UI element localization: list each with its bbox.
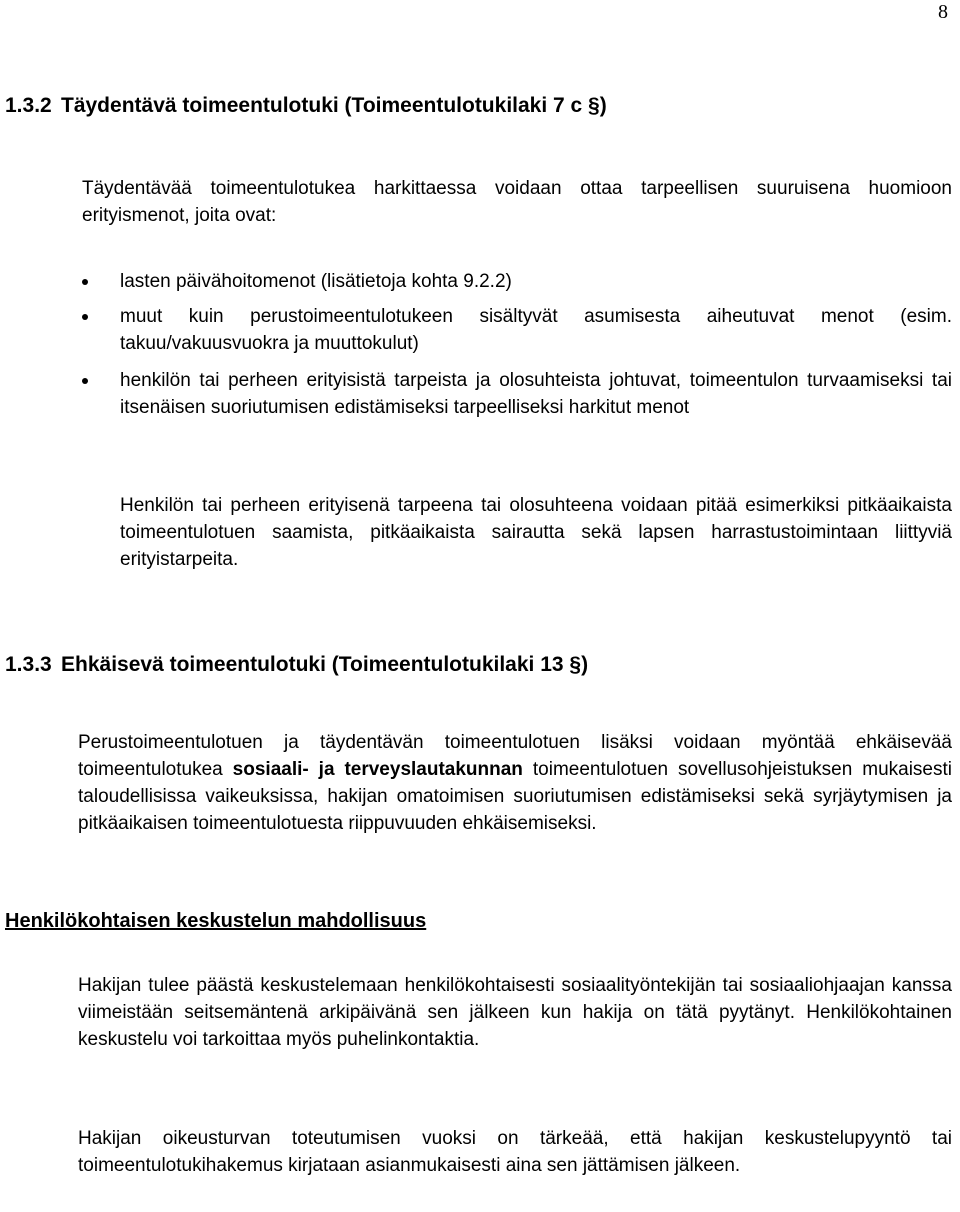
interview-heading: Henkilökohtaisen keskustelun mahdollisuus	[5, 910, 427, 932]
legal-protection-paragraph: Hakijan oikeusturvan toteutumisen vuoksi on tärkeää, että hakijan keskustelupyyntö tai toimeentulotukihakemus kirjataan asianmukaisesti aina sen jättämisen jälkeen.	[78, 1128, 952, 1176]
list-item: henkilön tai perheen erityisistä tarpeista ja olosuhteista johtuvat, toimeentulon turvaamiseksi tai itsenäisen suoriutumisen edistämiseksi tarpeelliseksi harkitut menot	[82, 367, 952, 421]
bullet-icon	[82, 279, 88, 285]
section-1-3-3-heading	[5, 652, 588, 678]
section-number: 1.3.3	[5, 653, 52, 676]
section-title: Täydentävä toimeentulotuki (Toimeentulotukilaki 7 c §)	[61, 94, 607, 117]
expense-list	[82, 268, 952, 421]
intro-paragraph: Täydentävää toimeentulotukea harkittaessa voidaan ottaa tarpeellisen suuruisena huomioon erityismenot, joita ovat:	[82, 178, 952, 226]
section-title: Ehkäisevä toimeentulotuki (Toimeentulotukilaki 13 §)	[61, 653, 589, 676]
list-item: muut kuin perustoimeentulotukeen sisältyvät asumisesta aiheutuvat menot (esim. takuu/vakuusvuokra ja muuttokulut)	[82, 303, 952, 357]
section-number: 1.3.2	[5, 94, 52, 117]
special-needs-paragraph: Henkilön tai perheen erityisenä tarpeena tai olosuhteena voidaan pitää esimerkiksi pitkäaikaista toimeentulotuen saamista, pitkäaikaista sairautta sekä lapsen harrastustoimintaan liittyviä erityistarpeita.	[120, 495, 952, 570]
interview-paragraph: Hakijan tulee päästä keskustelemaan henkilökohtaisesti sosiaalityöntekijän tai sosiaaliohjaajan kanssa viimeistään seitsemäntenä arkipäivänä sen jälkeen kun hakija on tätä pyytänyt. Henkilökohtainen keskustelu voi tarkoittaa myös puhelinkontaktia.	[78, 975, 952, 1050]
section-1-3-2-heading	[5, 93, 607, 119]
page-number: 8	[938, 1, 948, 23]
list-item: lasten päivähoitomenot (lisätietoja kohta 9.2.2)	[82, 268, 952, 295]
bullet-icon	[82, 378, 88, 384]
preventive-support-paragraph: Perustoimeentulotuen ja täydentävän toimeentulotuen lisäksi voidaan myöntää ehkäisevää toimeentulotukea sosiaali- ja terveyslautakunnan toimeentulotuen sovellusohjeistuksen mukaisesti taloudellisissa vaikeuksissa, hakijan omatoimisen suoriutumisen edistämiseksi sekä syrjäytymisen ja pitkäaikaisen toimeentulotuesta riippuvuuden ehkäisemiseksi.	[78, 732, 952, 834]
committee-name: sosiaali- ja terveyslautakunnan	[232, 759, 523, 780]
bullet-icon	[82, 314, 88, 320]
